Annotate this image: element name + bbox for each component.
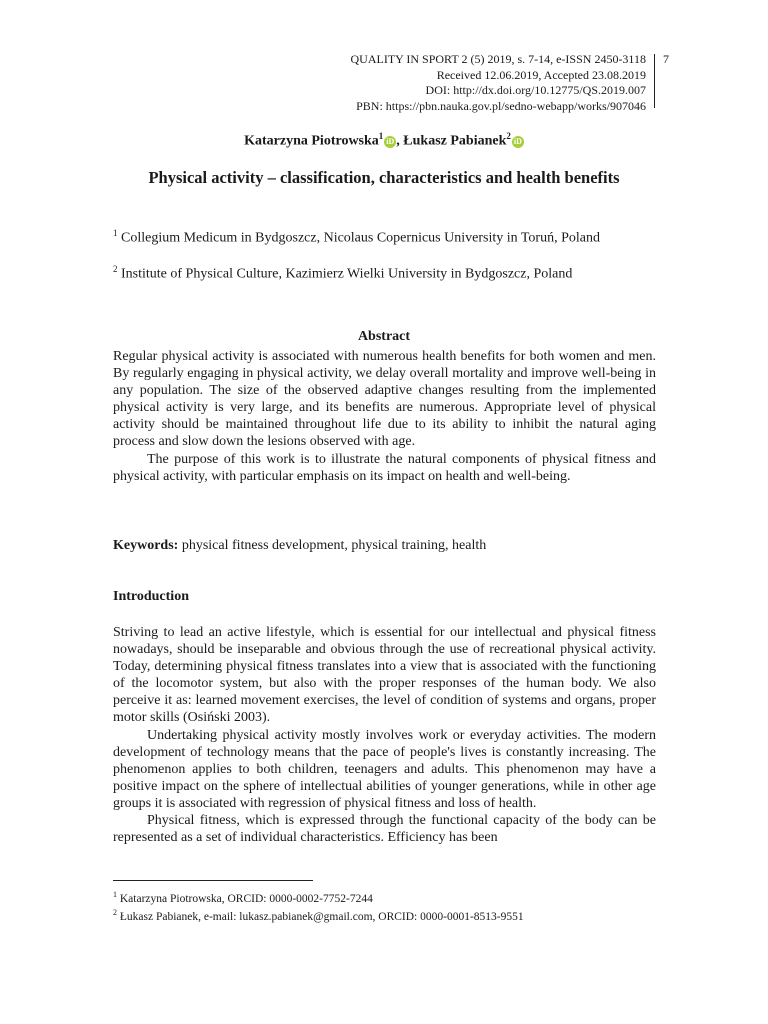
abstract-body — [113, 348, 656, 485]
author-name-1: Katarzyna Piotrowska — [244, 133, 379, 149]
introduction-heading: Introduction — [113, 589, 189, 604]
intro-paragraph-3: Physical fitness, which is expressed through the functional capacity of the body can be represented as a set of individual characteristics. Efficiency has been — [113, 813, 656, 846]
affiliation-2 — [113, 260, 656, 284]
author-name-2: Łukasz Pabianek — [403, 133, 507, 149]
orcid-icon[interactable]: iD — [513, 136, 522, 146]
keywords-label: Keywords: — [113, 538, 179, 553]
introduction-body — [113, 624, 656, 846]
author-list — [0, 131, 768, 150]
keywords-text: physical fitness development, physical training, health — [178, 538, 487, 553]
running-header — [351, 52, 647, 114]
header-divider — [654, 54, 655, 108]
affiliation-1 — [113, 224, 656, 248]
abstract-heading: Abstract — [357, 329, 411, 344]
page-number: 7 — [663, 52, 669, 66]
footnotes — [113, 888, 524, 925]
abstract-paragraph-2: The purpose of this work is to illustrate the natural components of physical fitness and physical activity, with particular emphasis on its impact on health and well-being. — [113, 451, 656, 484]
abstract-paragraph-1: Regular physical activity is associated with numerous health benefits for both women and men. By regularly engaging in physical activity, we delay overall mortality and improve well-being in any population. The size of the observed adaptive changes resulting from the implemented physical activity is very large, and its benefits are numerous. Appropriate level of physical activity should be maintained throughout life due to its ability to inhibit the natural aging process and slow down the lesions observed with age. — [113, 349, 656, 450]
intro-paragraph-2: Undertaking physical activity mostly involves work or everyday activities. The modern development of technology means that the pace of people's lives is constantly increasing. The phenomenon applies to both children, teenagers and adults. This phenomenon may have a positive impact on the sphere of intellectual abilities of younger generations, while in other age groups it is associated with regression of physical fitness and loss of health. — [113, 727, 656, 811]
footnote-text: Katarzyna Piotrowska, ORCID: 0000-0002-7752-7244 — [119, 892, 373, 905]
affiliation-sup: 1 — [113, 228, 118, 238]
author-sup-2: 2 — [506, 131, 511, 141]
orcid-icon[interactable]: iD — [386, 136, 395, 146]
received-line: Received 12.06.2019, Accepted 23.08.2019 — [436, 67, 646, 82]
journal-line: QUALITY IN SPORT 2 (5) 2019, s. 7-14, e-ISSN 2450-3118 — [350, 52, 646, 66]
footnote-divider — [113, 880, 313, 881]
footnote-1 — [113, 888, 524, 906]
footnote-sup: 1 — [113, 890, 117, 899]
paper-title: Physical activity – classification, characteristics and health benefits — [148, 168, 620, 187]
affiliation-text: Collegium Medicum in Bydgoszcz, Nicolaus Copernicus University in Toruń, Poland — [121, 230, 600, 246]
footnote-sup: 2 — [113, 908, 117, 918]
doi-line: DOI: http://dx.doi.org/10.12775/QS.2019.007 — [425, 83, 646, 97]
affiliation-text: Institute of Physical Culture, Kazimierz Wielki University in Bydgoszcz, Poland — [121, 266, 573, 282]
author-separator: , — [396, 133, 404, 149]
footnote-text: Łukasz Pabianek, e-mail: lukasz.pabianek@gmail.com, ORCID: 0000-0001-8513-9551 — [119, 911, 524, 924]
intro-paragraph-1: Striving to lead an active lifestyle, which is essential for our intellectual and physical fitness nowadays, should be inseparable and obvious through the use of recreational physical activity. Today, determining physical fitness translates into a view that is associated with the functioning of the locomotor system, but also with the proper responses of the human body. We also perceive it as: learned movement exercises, the level of condition of systems and organs, proper motor skills (Osiński 2003). — [113, 625, 656, 726]
footnote-2 — [113, 906, 524, 924]
keywords — [113, 538, 656, 554]
author-sup-1: 1 — [378, 131, 384, 141]
pbn-line: PBN: https://pbn.nauka.gov.pl/sedno-webapp/works/907046 — [356, 98, 646, 113]
affiliation-sup: 2 — [113, 264, 118, 274]
